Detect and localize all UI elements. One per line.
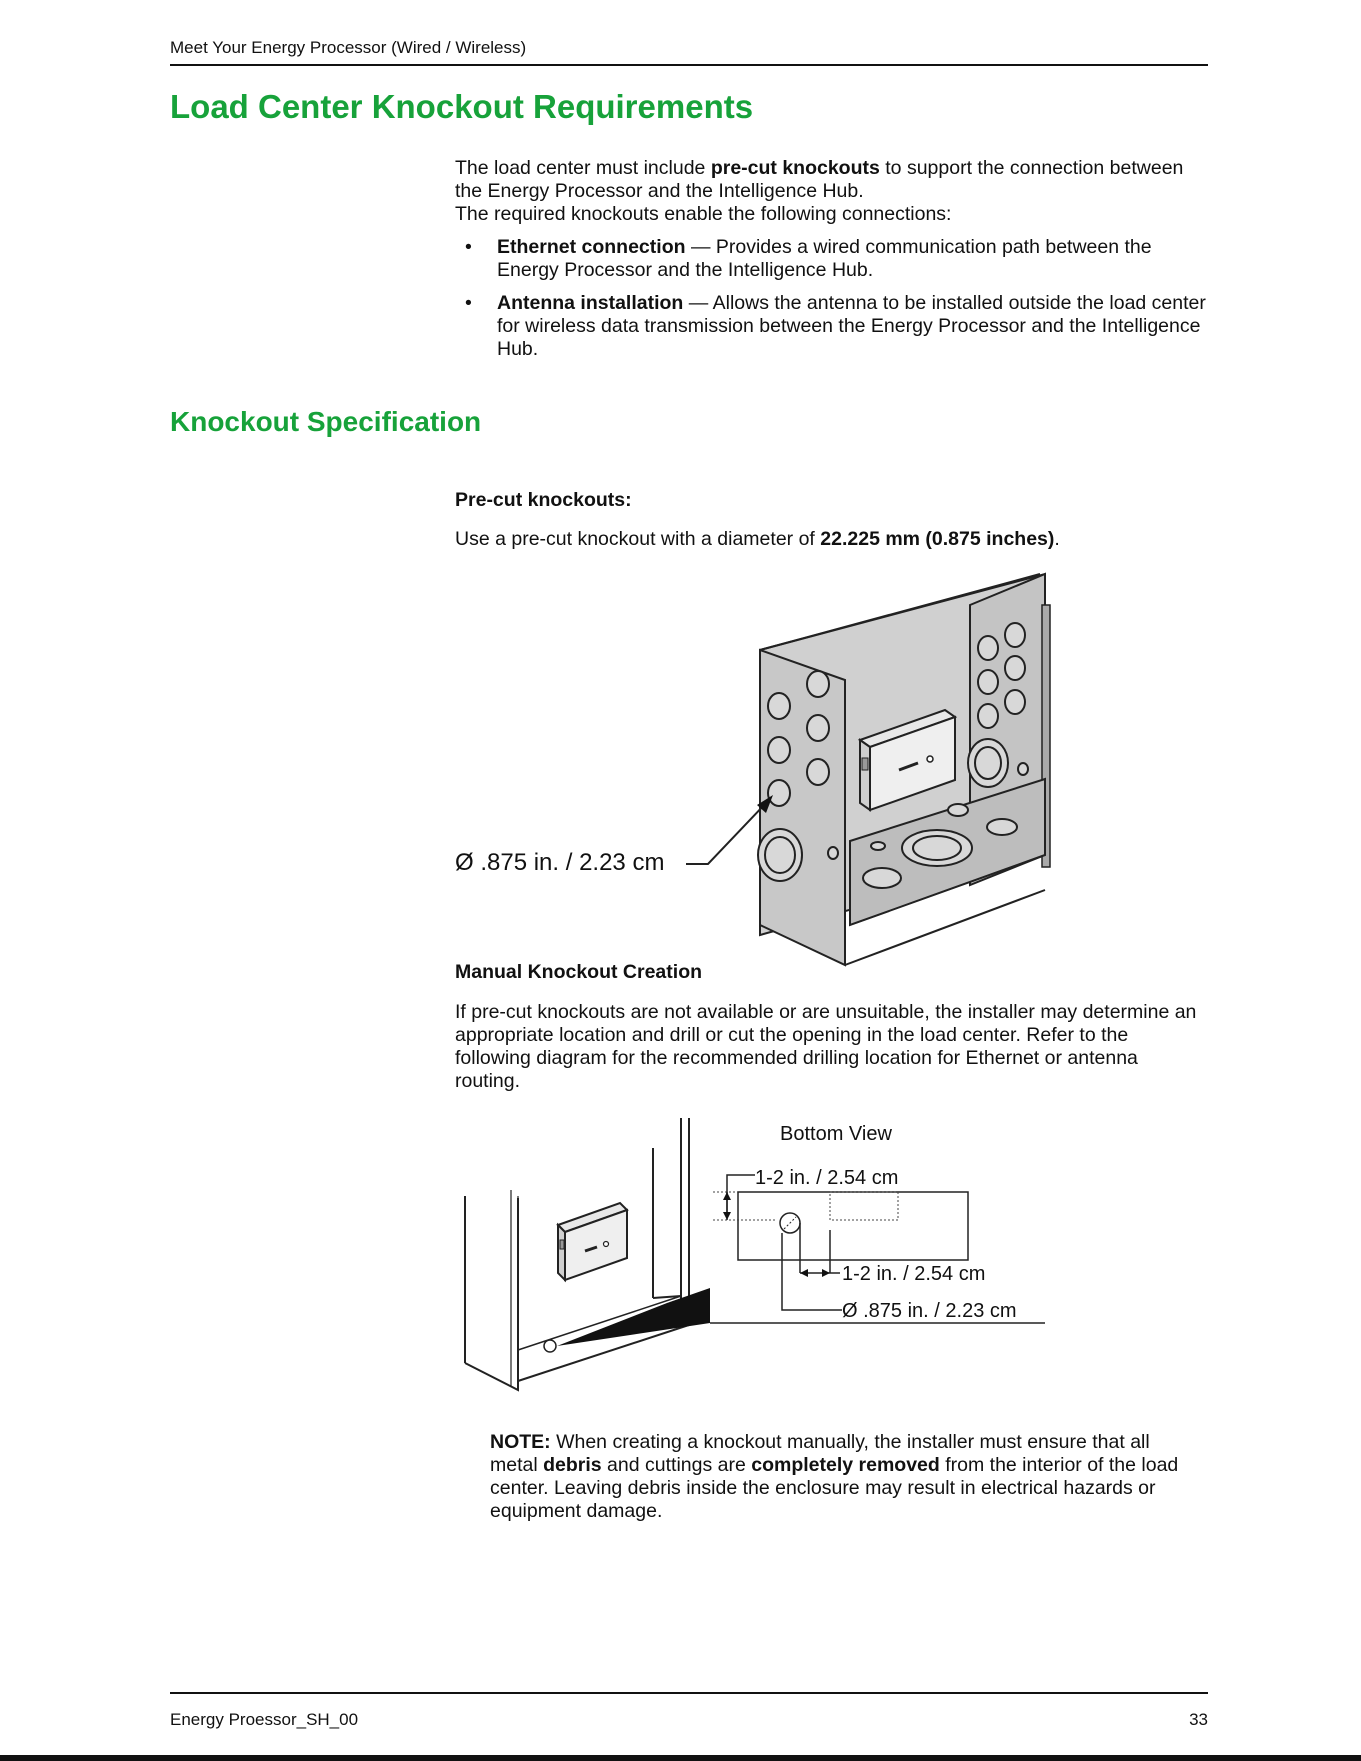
header-rule — [170, 64, 1208, 66]
intro-paragraph — [455, 157, 1207, 226]
connection-list — [455, 236, 1207, 371]
horizontal-offset-label: 1-2 in. / 2.54 cm — [842, 1263, 986, 1285]
diameter-leader-line — [686, 802, 767, 864]
intro-text-bold: pre-cut knockouts — [710, 157, 880, 179]
note-label: NOTE: — [490, 1431, 551, 1453]
note-text-e: from the interior of the load center. Leaving debris inside the enclosure may result in electrical hazards or equipment damage. — [490, 1454, 1179, 1522]
bullet-marker: • — [465, 236, 472, 258]
footer-rule — [170, 1692, 1208, 1694]
list-item — [455, 292, 1207, 361]
page-number: 33 — [1189, 1710, 1208, 1729]
bottom-view-title: Bottom View — [780, 1123, 892, 1145]
bullet-marker: • — [465, 292, 472, 314]
section-title-knockout-specification: Knockout Specification — [170, 406, 482, 437]
energy-processor-device — [558, 1203, 627, 1280]
bullet-title: Ethernet connection — [497, 236, 686, 258]
precut-diameter: 22.225 mm (0.875 inches) — [820, 528, 1055, 550]
view-wedge — [557, 1288, 710, 1346]
vertical-offset-label: 1-2 in. / 2.54 cm — [755, 1167, 899, 1189]
precut-heading: Pre-cut knockouts: — [455, 489, 632, 511]
note-text-a: When creating a knockout manually, the installer must ensure that all metal — [490, 1431, 1150, 1476]
note-text-debris: debris — [543, 1454, 602, 1476]
manual-knockout-paragraph: If pre-cut knockouts are not available or are unsuitable, the installer may determine an appropriate location and drill or cut the opening in the load center. Refer to the following diagram for the recommended drilling location for Ethernet or antenna routing. — [455, 1001, 1197, 1092]
load-center-figure — [440, 565, 1080, 970]
precut-paragraph — [455, 528, 1207, 551]
bullet-title: Antenna installation — [497, 292, 684, 314]
precut-text-a: Use a pre-cut knockout with a diameter of — [455, 528, 821, 550]
precut-text-c: . — [1054, 528, 1060, 550]
intro-text-2: The required knockouts enable the following connections: — [455, 203, 952, 225]
bullet-text: — Allows the antenna to be installed outside the load center for wireless data transmission between the Energy Processor and the Intelligence Hub. — [497, 292, 1206, 360]
note-text-removed: completely removed — [751, 1454, 940, 1476]
section-title-knockout-requirements: Load Center Knockout Requirements — [170, 88, 754, 125]
bottom-edge-bar — [0, 1755, 1361, 1761]
bottom-view-outline — [738, 1192, 968, 1260]
drilling-location-figure — [455, 1118, 1055, 1398]
intro-text-c: to support the connection between the Energy Processor and the Intelligence Hub. — [455, 157, 1184, 202]
knockout-diameter-label: Ø .875 in. / 2.23 cm — [455, 849, 665, 876]
note-text-c: and cuttings are — [601, 1454, 752, 1476]
hole-diameter-label: Ø .875 in. / 2.23 cm — [842, 1300, 1017, 1322]
intro-text-a: The load center must include — [455, 157, 711, 179]
footer-doc-id: Energy Proessor_SH_00 — [170, 1710, 359, 1729]
manual-knockout-heading: Manual Knockout Creation — [455, 961, 703, 983]
running-header: Meet Your Energy Processor (Wired / Wireless) — [170, 38, 527, 57]
drill-hole-marker — [544, 1340, 556, 1352]
list-item — [455, 236, 1207, 282]
safety-note — [490, 1431, 1200, 1523]
device-footprint — [830, 1192, 898, 1220]
bullet-text: — Provides a wired communication path between the Energy Processor and the Intelligence Hub. — [497, 236, 1152, 281]
